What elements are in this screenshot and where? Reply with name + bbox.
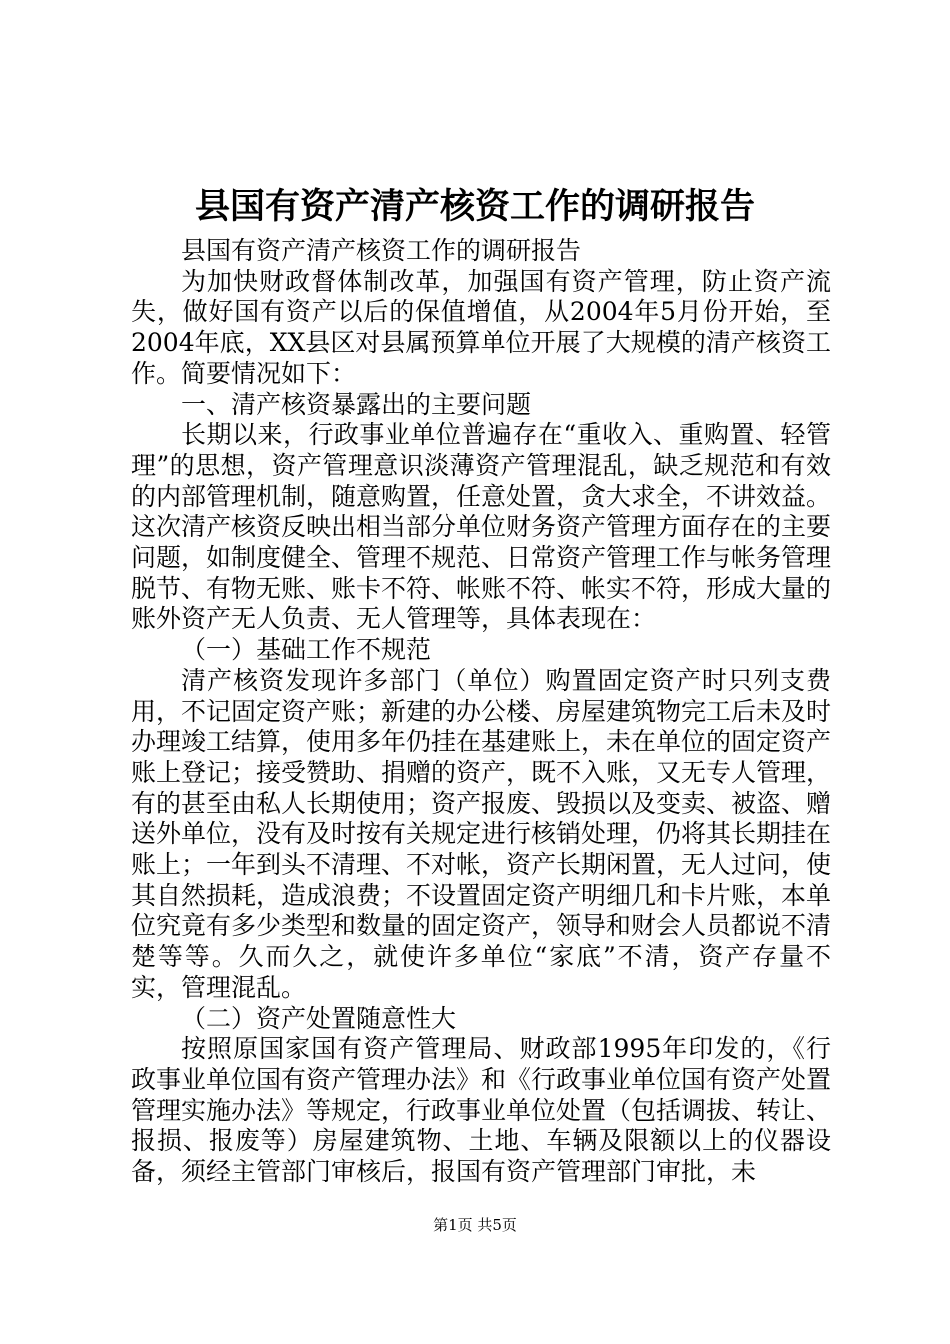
document-title: 县国有资产清产核资工作的调研报告 — [194, 186, 755, 227]
subsection-heading-1: （一）基础工作不规范 — [181, 635, 432, 665]
paragraph-heading-repeat: 县国有资产清产核资工作的调研报告 — [181, 236, 582, 265]
paragraph-asset-disposal: 按照原国家国有资产管理局、财政部1995年印发的，《行政事业单位国有资产管理办法》和《行政事业单位国有资产处置管理实施办法》等规定，行政事业单位处置（包括调拔、转让、报损、报废等）房屋建筑物、土地、车辆及限额以上的仪器设备，须经主管部门审核后，报国有资产管理部门审批，未 — [131, 1034, 832, 1187]
paragraph-problems: 长期以来，行政事业单位普遍存在“重收入、重购置、轻管理”的思想，资产管理意识淡薄资产管理混乱，缺乏规范和有效的内部管理机制，随意购置，任意处置，贪大求全，不讲效益。这次清产核资反映出相当部分单位财务资产管理方面存在的主要问题，如制度健全、管理不规范、日常资产管理工作与帐务管理脱节、有物无账、账卡不符、帐账不符、帐实不符，形成大量的账外资产无人负责、无人管理等，具体表现在： — [131, 420, 832, 634]
paragraph-basic-work: 清产核资发现许多部门（单位）购置固定资产时只列支费用，不记固定资产账；新建的办公楼、房屋建筑物完工后未及时办理竣工结算，使用多年仍挂在基建账上，未在单位的固定资产账上登记；接受赞助、捐赠的资产，既不入账，又无专人管理，有的甚至由私人长期使用；资产报废、毁损以及变卖、被盗、赠送外单位，没有及时按有关规定进行核销处理，仍将其长期挂在账上；一年到头不清理、不对帐，资产长期闲置，无人过问，使其自然损耗，造成浪费；不设置固定资产明细几和卡片账，本单位究竟有多少类型和数量的固定资产，领导和财会人员都说不清楚等等。久而久之，就使许多单位“家底”不清，资产存量不实，管理混乱。 — [131, 665, 832, 1002]
paragraph-intro: 为加快财政督体制改革，加强国有资产管理，防止资产流失，做好国有资产以后的保值增值，从2004年5月份开始，至2004年底，XX县区对县属预算单位开展了大规模的清产核资工作。简要情况如下： — [131, 266, 831, 388]
document-body — [131, 236, 831, 1188]
subsection-heading-2: （二）资产处置随意性大 — [181, 1003, 457, 1033]
page-number-footer: 第1页 共5页 — [433, 1216, 517, 1234]
section-heading-1: 一、清产核资暴露出的主要问题 — [181, 389, 532, 419]
